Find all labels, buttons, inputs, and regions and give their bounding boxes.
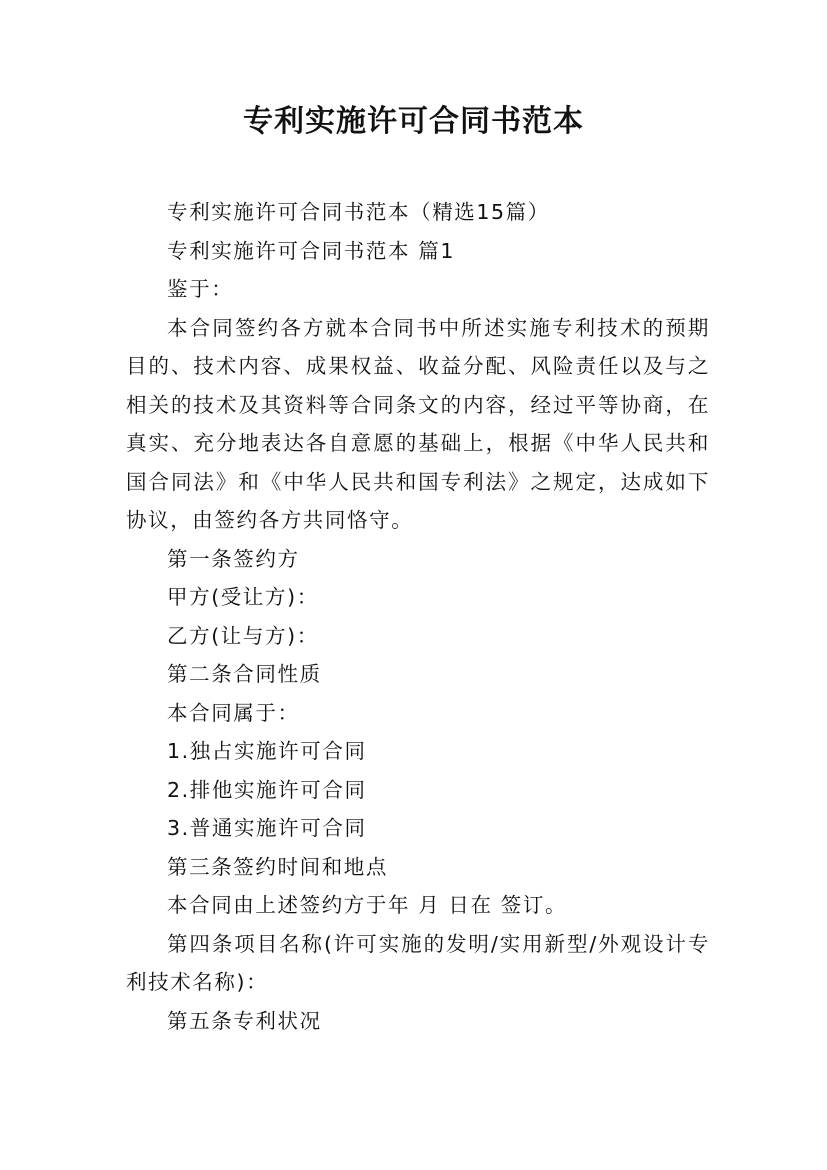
article-3-heading: 第三条签约时间和地点	[167, 854, 388, 879]
contract-type-option-3: 3.普通实施许可合同	[167, 816, 367, 840]
signing-date-line: 本合同由上述签约方于年 月 日在 签订。	[167, 893, 568, 917]
article-5-heading: 第五条专利状况	[167, 1008, 322, 1033]
contract-type-option-1: 1.独占实施许可合同	[167, 739, 367, 763]
whereas-paragraph: 鉴于：	[167, 277, 234, 301]
party-a-line: 甲方(受让方)：	[167, 585, 319, 609]
contract-type-option-2: 2.排他实施许可合同	[167, 777, 367, 802]
contract-type-intro: 本合同属于：	[167, 700, 300, 725]
article-4-paragraph: 第四条项目名称(许可实施的发明/实用新型/外观设计专利技术名称)：	[126, 931, 710, 994]
article-1-heading: 第一条签约方	[167, 546, 300, 571]
party-b-line: 乙方(让与方)：	[167, 623, 319, 648]
preamble-paragraph: 本合同签约各方就本合同书中所述实施专利技术的预期目的、技术内容、成果权益、收益分配、风险责任以及与之相关的技术及其资料等合同条文的内容，经过平等协商，在真实、充分地表达各自意愿的基础上，根据《中华人民共和国合同法》和《中华人民共和国专利法》之规定，达成如下协议，由签约各方共同恪守。	[126, 315, 710, 532]
subtitle-paragraph: 专利实施许可合同书范本（精选15篇）	[167, 200, 550, 224]
document-body	[126, 193, 710, 1040]
section-heading-paragraph: 专利实施许可合同书范本 篇1	[167, 238, 455, 263]
article-2-heading: 第二条合同性质	[167, 662, 322, 686]
document-title: 专利实施许可合同书范本	[243, 104, 584, 139]
